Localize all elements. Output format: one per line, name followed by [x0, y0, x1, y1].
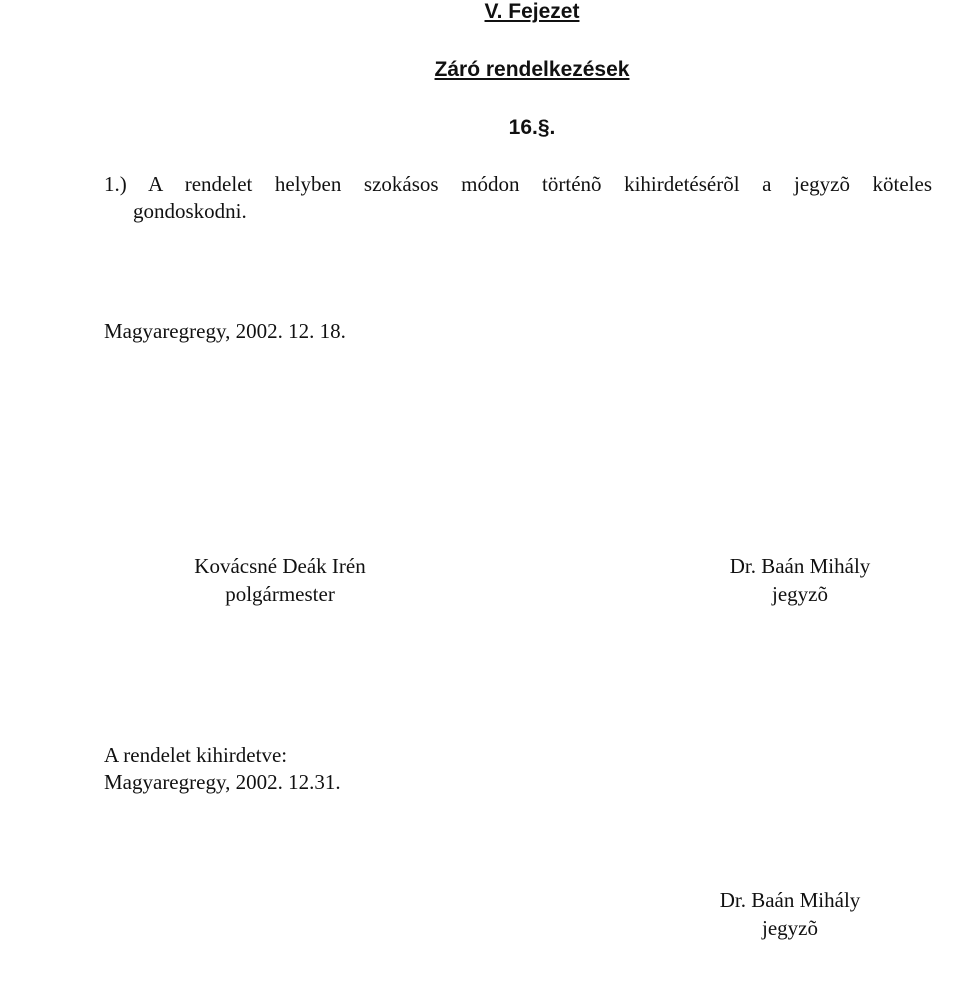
provision-first-line: [104, 171, 932, 198]
mayor-name: Kovácsné Deák Irén: [194, 554, 366, 578]
paragraph-number: 16.§.: [508, 116, 556, 139]
chapter-title: V. Fejezet: [484, 0, 580, 23]
notary-name: Dr. Baán Mihály: [729, 554, 871, 578]
promulgation-label: A rendelet kihirdetve:: [104, 743, 288, 767]
promulgation-note: [104, 742, 341, 796]
provision-body: A rendelet helyben szokásos módon történõ kihirdetésérõl a jegyzõ köteles: [148, 172, 932, 196]
promulgation-date: Magyaregregy, 2002. 12.31.: [104, 770, 341, 794]
signature-notary: [640, 552, 960, 608]
section-heading: [52, 58, 960, 82]
final-notary-title: jegyzõ: [762, 916, 818, 940]
notary-title: jegyzõ: [772, 582, 828, 606]
provision-text: [104, 171, 932, 225]
provision-number: 1.): [104, 172, 127, 196]
signature-mayor: [120, 552, 440, 608]
final-notary-name: Dr. Baán Mihály: [719, 888, 861, 912]
chapter-heading: [52, 0, 960, 24]
section-title: Záró rendelkezések: [434, 58, 630, 81]
provision-continuation: gondoskodni.: [133, 199, 247, 223]
place-date: Magyaregregy, 2002. 12. 18.: [104, 319, 346, 343]
mayor-title: polgármester: [225, 582, 335, 606]
signature-final-notary: [630, 886, 950, 942]
